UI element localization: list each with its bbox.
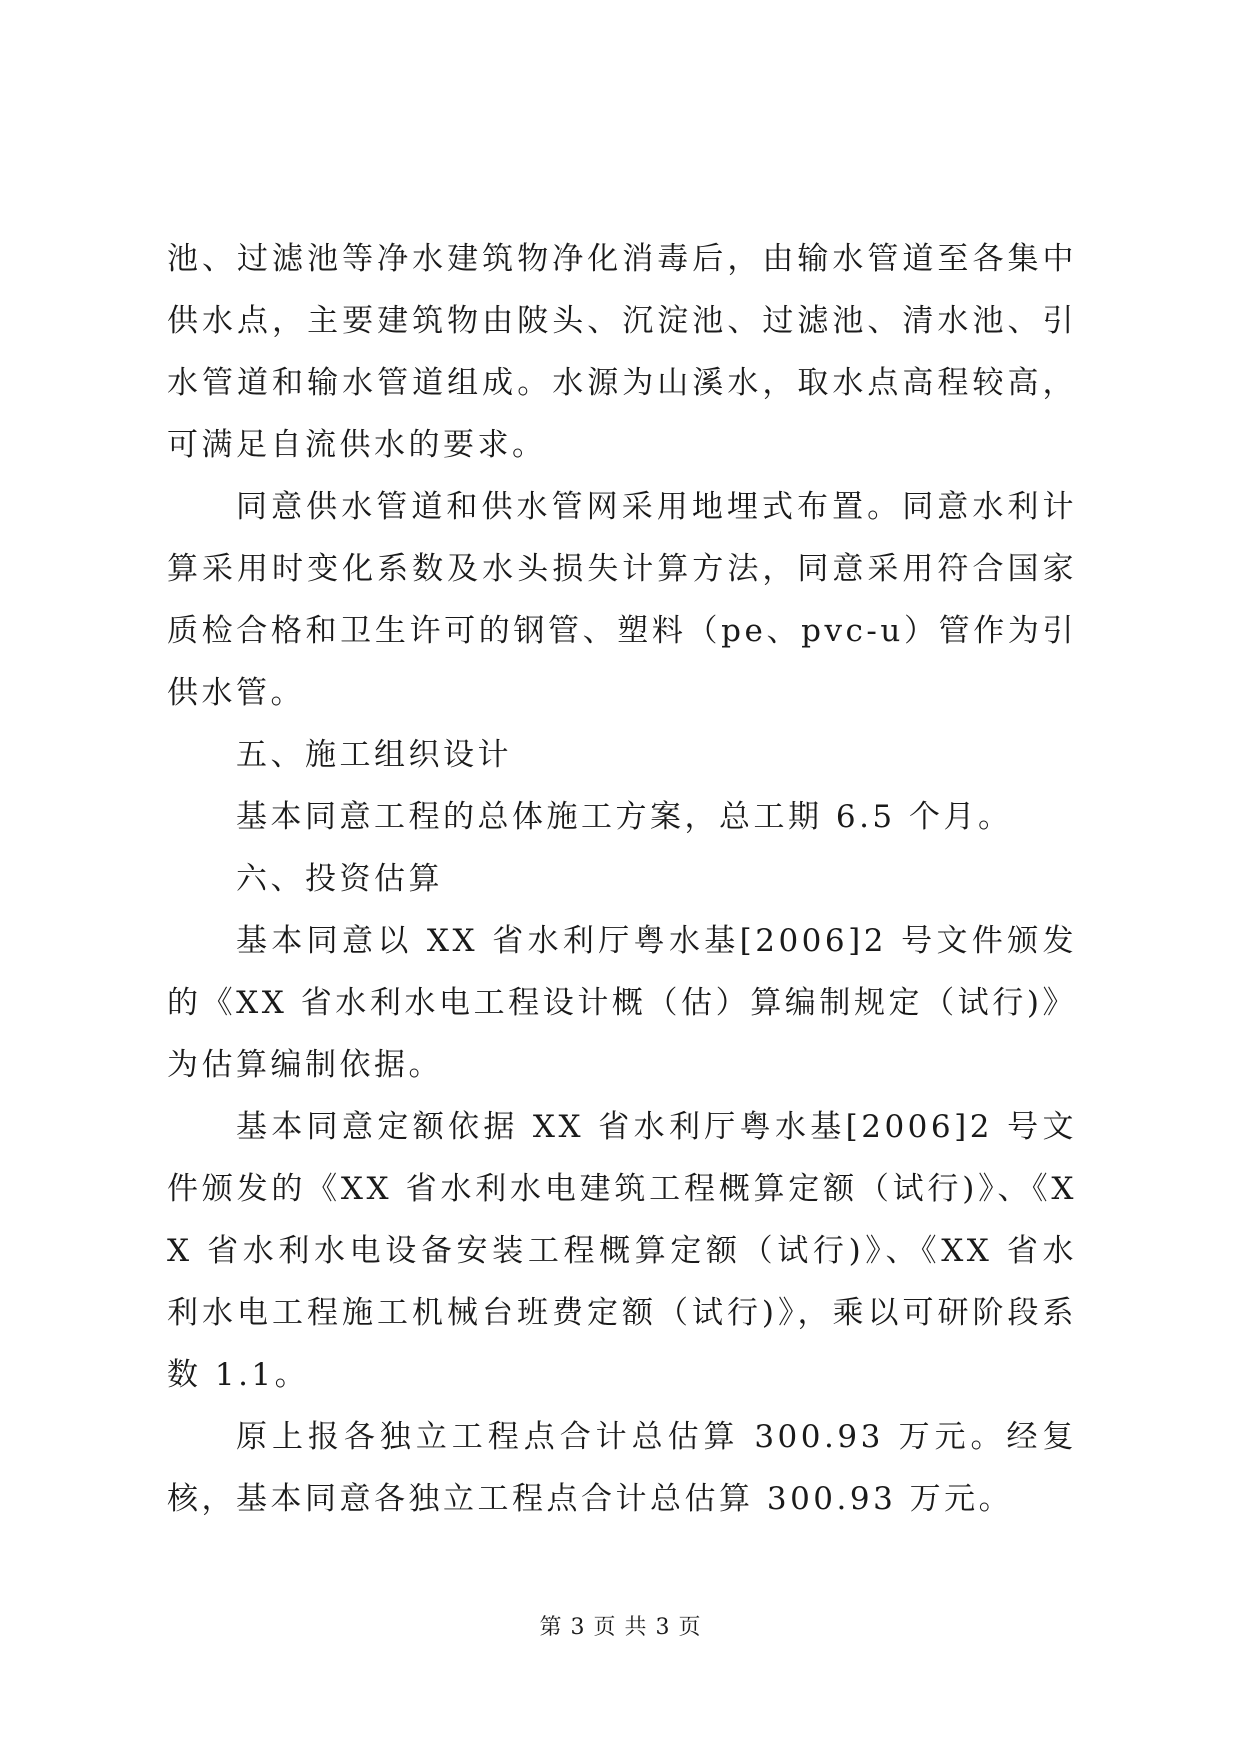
paragraph-continuation: 池、过滤池等净水建筑物净化消毒后，由输水管道至各集中供水点，主要建筑物由陂头、沉淀池、过滤池、清水池、引水管道和输水管道组成。水源为山溪水，取水点高程较高，可满足自流供水的要求。 [167,241,1077,463]
paragraph-quota-basis: 基本同意定额依据 XX 省水利厅粤水基[2006]2 号文件颁发的《XX 省水利水电建筑工程概算定额（试行)》、《XX 省水利水电设备安装工程概算定额（试行)》、《XX 省水利水电工程施工机械台班费定额（试行)》，乘以可研阶段系数 1.1。 [167,1109,1077,1393]
paragraph-estimate-basis: 基本同意以 XX 省水利厅粤水基[2006]2 号文件颁发的《XX 省水利水电工程设计概（估）算编制规定（试行)》为估算编制依据。 [167,923,1077,1083]
paragraph-total-estimate: 原上报各独立工程点合计总估算 300.93 万元。经复核，基本同意各独立工程点合计总估算 300.93 万元。 [167,1419,1077,1517]
paragraph-construction-plan: 基本同意工程的总体施工方案，总工期 6.5 个月。 [236,799,1013,835]
section-heading-construction: 五、施工组织设计 [236,737,512,773]
section-heading-investment: 六、投资估算 [236,861,443,897]
document-body [167,228,1077,1530]
paragraph-pipeline-layout: 同意供水管道和供水管网采用地埋式布置。同意水利计算采用时变化系数及水头损失计算方法，同意采用符合国家质检合格和卫生许可的钢管、塑料（pe、pvc-u）管作为引供水管。 [167,489,1077,711]
page-number-footer: 第 3 页 共 3 页 [539,1615,702,1640]
